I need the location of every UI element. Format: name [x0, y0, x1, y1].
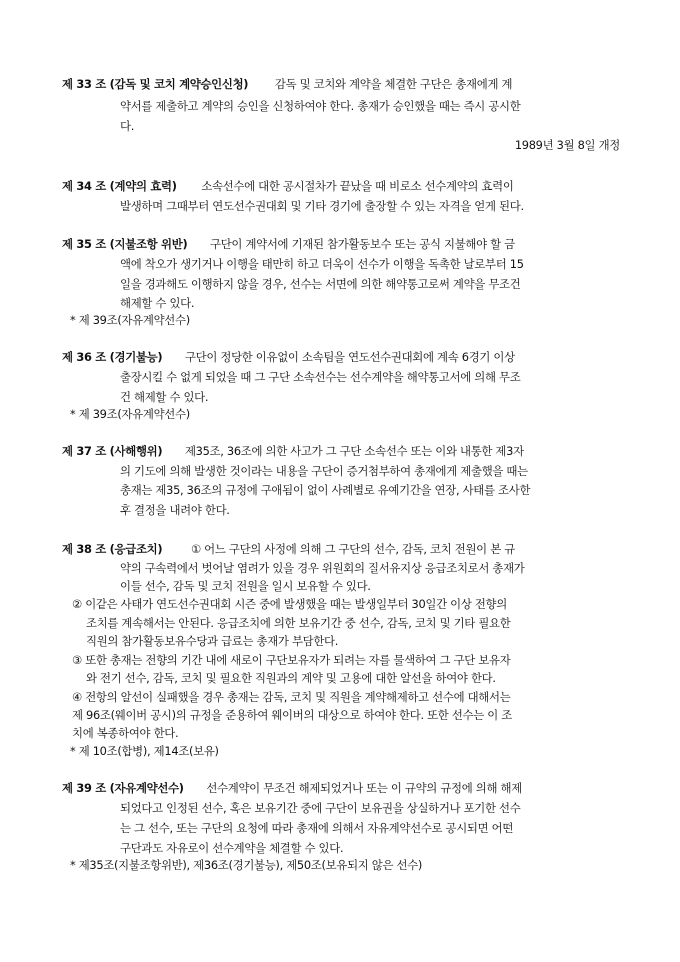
article-35-text-line-2: 액에 착오가 생기거나 이행을 태만히 하고 더욱이 선수가 이행을 독촉한 날로부터 15	[120, 257, 524, 271]
article-37-text-line-4: 후 결정을 내려야 한다.	[120, 503, 230, 517]
article-37-text-line-2: 의 기도에 의해 발생한 것이라는 내용을 구단이 증거첨부하여 총재에게 제출했을 때는	[120, 464, 528, 478]
article-38-heading: 제 38 조 (응급조치)	[62, 542, 163, 556]
article-34-first-line	[62, 178, 514, 194]
article-39-text-line-1: 선수계약이 무조건 해제되었거나 또는 이 규약의 규정에 의해 해제	[206, 781, 522, 795]
article-38-paragraph-4-line-1: ④ 전항의 알선이 실패했을 경우 총재는 감독, 코치 및 직원을 계약해제하고 선수에 대해서는	[72, 690, 511, 704]
article-33-amendment-note: 1989년 3월 8일 개정	[514, 138, 620, 152]
article-33-heading: 제 33 조 (감독 및 코치 계약승인신청)	[62, 77, 249, 91]
article-37-heading: 제 37 조 (사해행위)	[62, 444, 163, 458]
article-37-text-line-1: 제35조, 36조에 의한 사고가 그 구단 소속선수 또는 이와 내통한 제3자	[184, 444, 524, 458]
article-38-text-line-1: ① 어느 구단의 사정에 의해 그 구단의 선수, 감독, 코치 전원이 본 규	[190, 542, 515, 556]
article-35-text-line-1: 구단이 계약서에 기재된 참가활동보수 또는 공식 지불해야 할 금	[210, 237, 515, 251]
article-38-text-line-2: 약의 구속력에서 벗어날 염려가 있을 경우 위원회의 질서유지상 응급조치로서 총재가	[120, 561, 525, 575]
article-38-paragraph-2-line-1: ② 이같은 사태가 연도선수권대회 시즌 중에 발생했을 때는 발생일부터 30일간 이상 전향의	[72, 597, 507, 611]
article-33-text-line-2: 약서를 제출하고 계약의 승인을 신청하여야 한다. 총재가 승인했을 때는 즉시 공시한	[120, 99, 521, 113]
article-35-text-line-3: 일을 경과해도 이행하지 않을 경우, 선수는 서면에 의한 해약통고로써 계약을 무조건	[120, 277, 521, 291]
article-35-reference-note: * 제 39조(자유계약선수)	[70, 313, 190, 327]
article-39-text-line-2: 되었다고 인정된 선수, 혹은 보유기간 중에 구단이 보유권을 상실하거나 포기한 선수	[120, 801, 521, 815]
article-37-text-line-3: 총재는 제35, 36조의 규정에 구애됨이 없이 사례별로 유예기간을 연장, 사태를 조사한	[120, 483, 531, 497]
article-38-paragraph-4-line-2: 제 96조(웨이버 공시)의 규정을 준용하여 웨이버의 대상으로 하여야 한다. 또한 선수는 이 조	[72, 708, 512, 722]
article-38-reference-note: * 제 10조(합병), 제14조(보유)	[70, 744, 219, 758]
article-39-text-line-4: 구단과도 자유로이 선수계약을 체결할 수 있다.	[120, 841, 344, 855]
article-39-reference-note: * 제35조(지불조항위반), 제36조(경기불능), 제50조(보유되지 않은 선수)	[70, 858, 423, 872]
article-36-first-line	[62, 349, 515, 365]
article-35-heading: 제 35 조 (지불조항 위반)	[62, 237, 188, 251]
article-35-first-line	[62, 236, 515, 252]
article-38-text-line-3: 이들 선수, 감독 및 코치 전원을 일시 보유할 수 있다.	[120, 579, 371, 593]
article-38-paragraph-2-line-2: 조치를 계속해서는 안된다. 응급조치에 의한 보유기간 중 선수, 감독, 코치 및 기타 필요한	[86, 616, 511, 630]
article-35-text-line-4: 해제할 수 있다.	[120, 296, 195, 310]
article-33-text-line-3: 다.	[120, 119, 135, 133]
article-38-paragraph-3-line-2: 와 전기 선수, 감독, 코치 및 필요한 직원과의 계약 및 고용에 대한 알선을 하여야 한다.	[86, 671, 496, 685]
article-37-first-line	[62, 443, 524, 459]
article-34-text-line-2: 발생하며 그때부터 연도선수권대회 및 기타 경기에 출장할 수 있는 자격을 얻게 된다.	[120, 199, 524, 213]
article-36-reference-note: * 제 39조(자유계약선수)	[70, 407, 190, 421]
article-36-heading: 제 36 조 (경기불능)	[62, 350, 163, 364]
article-38-paragraph-4-line-3: 치에 복종하여야 한다.	[72, 726, 179, 740]
article-34-text-line-1: 소속선수에 대한 공시절차가 끝났을 때 비로소 선수계약의 효력이	[201, 179, 514, 193]
article-38-paragraph-2-line-3: 직원의 참가활동보유수당과 급료는 총재가 부담한다.	[86, 634, 339, 648]
article-39-text-line-3: 는 그 선수, 또는 구단의 요청에 따라 총재에 의해서 자유계약선수로 공시되면 어떤	[120, 821, 514, 835]
article-39-first-line	[62, 780, 522, 796]
article-33-text-line-1: 감독 및 코치와 계약을 체결한 구단은 총재에게 계	[274, 77, 513, 91]
article-36-text-line-2: 출장시킬 수 없게 되었을 때 그 구단 소속선수는 선수계약을 해약통고서에 의해 무조	[120, 370, 521, 384]
article-36-text-line-3: 건 해제할 수 있다.	[120, 390, 209, 404]
article-38-first-line	[62, 541, 515, 557]
article-38-paragraph-3-line-1: ③ 또한 총재는 전향의 기간 내에 새로이 구단보유자가 되려는 자를 물색하여 그 구단 보유자	[72, 653, 511, 667]
article-36-text-line-1: 구단이 정당한 이유없이 소속팀을 연도선수권대회에 계속 6경기 이상	[184, 350, 515, 364]
article-39-heading: 제 39 조 (자유계약선수)	[62, 781, 184, 795]
article-33-first-line	[62, 76, 512, 92]
article-34-heading: 제 34 조 (계약의 효력)	[62, 179, 177, 193]
